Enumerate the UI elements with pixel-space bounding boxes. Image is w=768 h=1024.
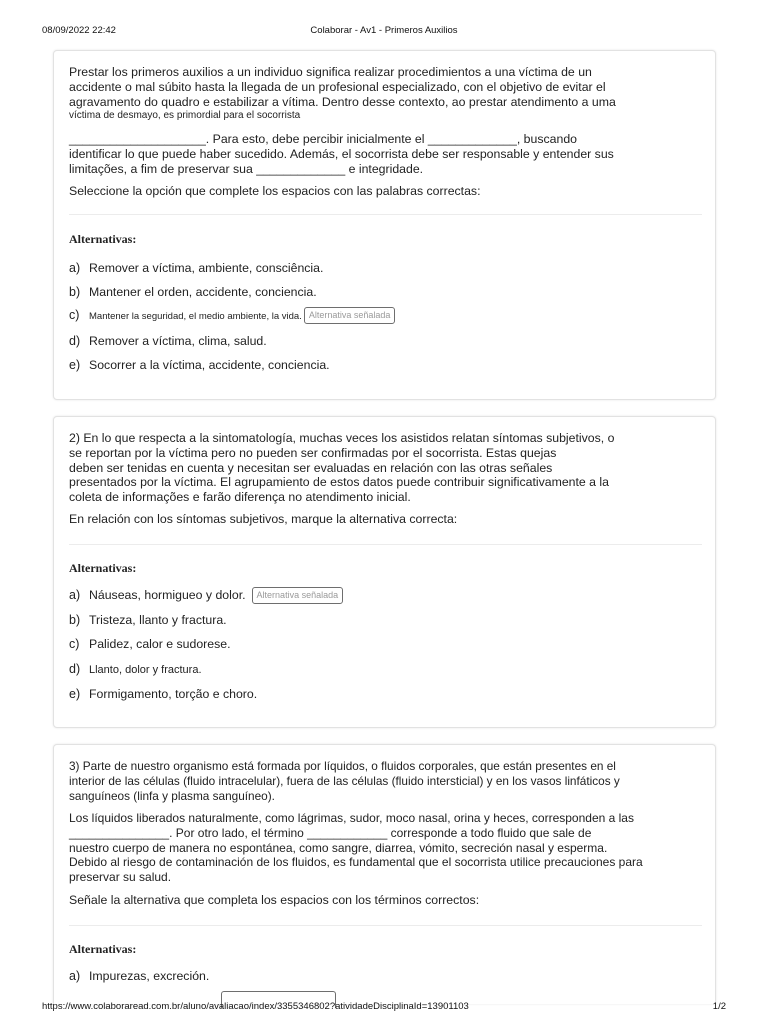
option-d[interactable] xyxy=(69,662,202,680)
option-a[interactable] xyxy=(69,587,343,605)
alternatives-heading: Alternativas: xyxy=(69,942,137,956)
question-card-2 xyxy=(53,416,716,728)
question-card-1 xyxy=(53,50,716,400)
option-letter: a) xyxy=(69,261,81,275)
question-1-statement: Prestar los primeros auxilios a un individuo significa realizar procedimientos a una víctima de un accidente o mal súbito hasta la llegada de un profesional especializado, con el objetivo de evitar el agravamento do quadro e estabilizar a vítima. Dentro desse contexto, ao prestar atendimento a uma xyxy=(69,65,616,109)
question-3-statement: 3) Parte de nuestro organismo está formada por líquidos, o fluidos corporales, que están presentes en el interior de las células (fluido intracelular), fuera de las células (fluido intersticial) y en los vasos linfáticos y sanguíneos (linfa y plasma sanguíneo). xyxy=(69,759,620,803)
divider xyxy=(69,925,702,926)
option-letter: a) xyxy=(69,587,81,602)
option-text: Remover a víctima, ambiente, consciência. xyxy=(89,261,324,275)
divider xyxy=(69,544,702,545)
question-3-fill-text: Los líquidos liberados naturalmente, como lágrimas, sudor, moco nasal, orina y heces, corresponden a las _______________. Por otro lado, el término ____________ corresponde a todo fluido que sale de nuestro cuerpo de manera no espontánea, como sangre, diarrea, vómito, secreción nasal y esperma. Debido al riesgo de contaminación de los fluidos, es fundamental que el socorrista utilice precauciones para preservar su salud. xyxy=(69,811,643,885)
option-letter: b) xyxy=(69,613,81,627)
option-c[interactable] xyxy=(69,637,231,655)
print-url: https://www.colaboraread.com.br/aluno/avaliacao/index/3355346802?atividadeDisciplinaId=13901103 xyxy=(42,1001,469,1012)
option-c[interactable] xyxy=(69,307,395,325)
question-3-prompt: Señale la alternativa que completa los espacios con los términos correctos: xyxy=(69,893,480,907)
option-letter: d) xyxy=(69,662,81,676)
option-letter: e) xyxy=(69,687,81,701)
question-1-fill-text: ____________________. Para esto, debe percibir inicialmente el _____________, buscando identificar lo que puede haber sucedido. Además, el socorrista debe ser responsable y entender sus limitações, a fim de preservar sua _____________ e integridade. xyxy=(69,132,614,176)
option-text: Mantener el orden, accidente, conciencia. xyxy=(89,285,317,299)
option-e[interactable] xyxy=(69,358,330,376)
option-letter: a) xyxy=(69,969,81,983)
selected-answer-badge: Alternativa señalada xyxy=(252,587,344,604)
option-b[interactable] xyxy=(69,613,227,631)
option-letter: c) xyxy=(69,307,80,322)
option-d[interactable] xyxy=(69,334,267,352)
option-text: Formigamento, torção e choro. xyxy=(89,687,258,701)
question-2-statement: 2) En lo que respecta a la sintomatología, muchas veces los asistidos relatan síntomas subjetivos, o se reportan por la víctima pero no pueden ser confirmadas por el socorrista. Estas quejas deben ser tenidas en cuenta y necesitan ser evaluadas en relación con las otras señales presentados por la víctima. El agrupamiento de estos datos puede contribuir significativamente a la coleta de informações e farão diferença no atendimento inicial. xyxy=(69,431,615,505)
print-footer xyxy=(42,1001,726,1015)
option-letter: d) xyxy=(69,334,81,348)
option-b[interactable] xyxy=(69,285,317,303)
question-1-statement-small: víctima de desmayo, es primordial para el socorrista xyxy=(69,110,301,121)
question-card-3 xyxy=(53,744,716,1004)
option-letter: e) xyxy=(69,358,81,372)
option-text: Náuseas, hormigueo y dolor. xyxy=(89,587,246,602)
option-text: Socorrer a la víctima, accidente, conciencia. xyxy=(89,358,330,372)
print-datetime: 08/09/2022 22:42 xyxy=(42,25,116,36)
option-text: Mantener la seguridad, el medio ambiente, la vida. xyxy=(89,310,302,322)
option-a[interactable] xyxy=(69,969,209,987)
option-letter: c) xyxy=(69,637,80,651)
question-1-prompt: Seleccione la opción que complete los espacios con las palabras correctas: xyxy=(69,184,481,198)
question-2-prompt: En relación con los síntomas subjetivos, marque la alternativa correcta: xyxy=(69,512,458,526)
option-text: Llanto, dolor y fractura. xyxy=(89,664,202,676)
page-number: 1/2 xyxy=(712,1001,726,1012)
option-text: Palidez, calor e sudorese. xyxy=(89,637,231,651)
option-e[interactable] xyxy=(69,687,257,705)
divider xyxy=(69,214,702,215)
option-letter: b) xyxy=(69,285,81,299)
print-header xyxy=(42,25,726,39)
option-a[interactable] xyxy=(69,261,323,279)
option-text: Impurezas, excreción. xyxy=(89,969,210,983)
print-title: Colaborar - Av1 - Primeros Auxilios xyxy=(310,25,458,36)
option-text: Remover a víctima, clima, salud. xyxy=(89,334,267,348)
alternatives-heading: Alternativas: xyxy=(69,232,137,246)
alternatives-heading: Alternativas: xyxy=(69,561,137,575)
option-text: Tristeza, llanto y fractura. xyxy=(89,613,227,627)
selected-answer-badge: Alternativa señalada xyxy=(304,307,396,324)
